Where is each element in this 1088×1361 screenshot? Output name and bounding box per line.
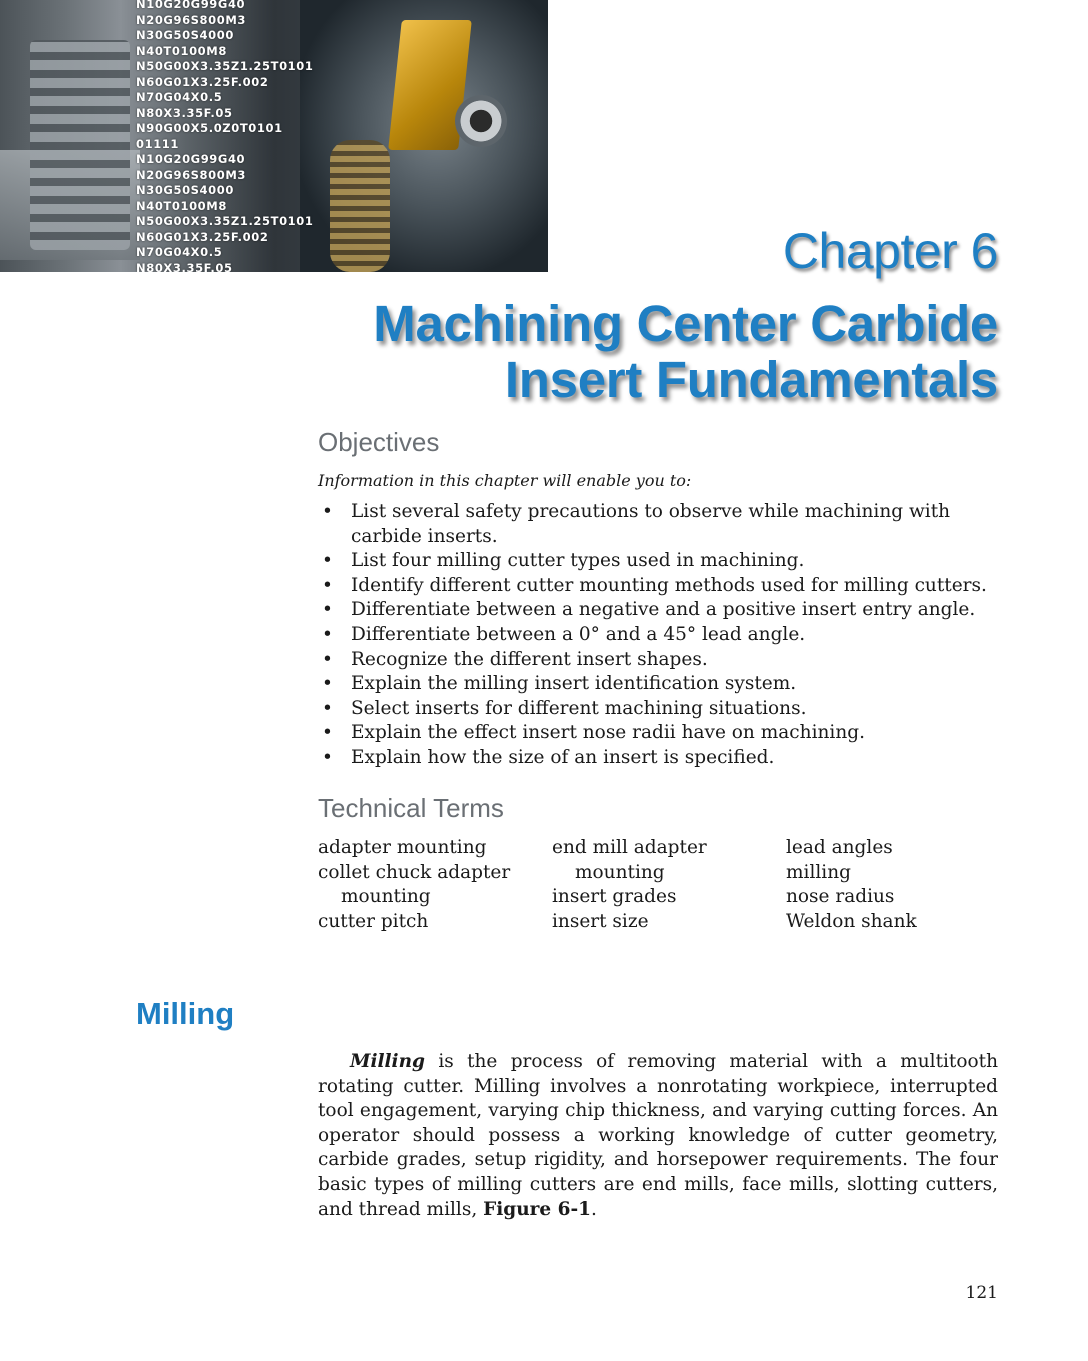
term-item: insert size — [552, 910, 649, 932]
objectives-list — [318, 500, 1008, 771]
gcode-line: N90G00X5.0Z0T0101 — [136, 121, 283, 135]
term-item: insert grades — [552, 886, 677, 908]
gcode-line: N10G20G99G40 — [136, 152, 246, 166]
page-number: 121 — [965, 1283, 998, 1303]
term-item: cutter pitch — [318, 910, 429, 932]
objective-item: • Select inserts for different machining situations. — [318, 697, 1008, 722]
gcode-line: N20G96S800M3 — [136, 12, 247, 27]
terms-column — [786, 836, 1016, 934]
objective-item: • Explain the milling insert identification system. — [318, 672, 1008, 697]
gcode-line: N70G04X0.5 — [136, 245, 223, 259]
objective-item: • Recognize the different insert shapes. — [318, 648, 1008, 673]
gcode-line: N50G00X3.35Z1.25T0101 — [136, 59, 314, 73]
gcode-line: N70G04X0.5 — [136, 90, 223, 104]
gcode-line: N20G96S800M3 — [136, 167, 247, 182]
gear-teeth-image — [30, 40, 130, 250]
gcode-line: N10G20G99G40 — [136, 0, 246, 11]
milling-paragraph — [318, 1050, 998, 1222]
term-item: collet chuck adapter — [318, 861, 511, 883]
milling-body-text: is the process of removing material with a multitooth rotating cutter. Milling involves a nonrotating workpiece, interrupted tool engagement, varying chip thickness, and varying cutting forces. An operator should possess a working knowledge of cutter geometry, carbide grades, setup rigidity, and horsepower requirements. The four basic types of milling cutters are end mills, face mills, slotting cutters, and thread mills, — [318, 1051, 998, 1220]
technical-terms-heading: Technical Terms — [318, 793, 504, 823]
term-item-continuation: mounting — [341, 886, 431, 908]
gcode-line: N80X3.35F.05 — [136, 260, 233, 272]
machining-chips-image — [330, 140, 390, 272]
objectives-heading: Objectives — [318, 427, 440, 457]
term-item-continuation: mounting — [575, 861, 665, 883]
clamp-screw-icon — [455, 95, 507, 147]
figure-reference: Figure 6-1 — [483, 1198, 592, 1220]
gcode-line: N60G01X3.25F.002 — [136, 74, 269, 89]
gcode-line: N30G50S4000 — [136, 183, 234, 197]
term-item: milling — [786, 861, 851, 883]
objective-item: • List several safety precautions to observe while machining with carbide inserts. — [318, 500, 1008, 549]
gcode-line: N60G01X3.25F.002 — [136, 229, 269, 244]
gcode-line: N40T0100M8 — [136, 198, 227, 213]
term-item: nose radius — [786, 886, 895, 908]
milling-heading: Milling — [136, 996, 235, 1031]
objective-item: • Differentiate between a 0° and a 45° lead angle. — [318, 623, 1008, 648]
gcode-line: N40T0100M8 — [136, 43, 227, 58]
term-item: end mill adapter — [552, 837, 707, 858]
chapter-title-line: Insert Fundamentals — [504, 351, 998, 408]
objective-item: • Explain how the size of an insert is specified. — [318, 746, 1008, 771]
gcode-line: N30G50S4000 — [136, 28, 234, 42]
objective-item: • List four milling cutter types used in machining. — [318, 549, 1008, 574]
milling-term: Milling — [350, 1051, 425, 1072]
terms-column — [318, 836, 548, 934]
milling-end-punct: . — [591, 1198, 597, 1220]
gcode-line: N80X3.35F.05 — [136, 105, 233, 120]
term-item: Weldon shank — [786, 910, 917, 932]
objective-item: • Identify different cutter mounting methods used for milling cutters. — [318, 574, 1008, 599]
gcode-line: 01111 — [136, 136, 180, 151]
chapter-header-photo — [0, 0, 548, 272]
term-item: lead angles — [786, 837, 893, 858]
objective-item: • Explain the effect insert nose radii have on machining. — [318, 721, 1008, 746]
chapter-title-line: Machining Center Carbide — [373, 295, 998, 352]
gcode-listing — [136, 0, 313, 272]
term-item: adapter mounting — [318, 837, 487, 858]
chapter-label: Chapter 6 — [782, 223, 998, 279]
objective-item: • Differentiate between a negative and a positive insert entry angle. — [318, 598, 1008, 623]
terms-column — [552, 836, 782, 934]
objectives-intro: Information in this chapter will enable you to: — [318, 471, 692, 490]
chapter-title — [373, 296, 998, 408]
gcode-line: N50G00X3.35Z1.25T0101 — [136, 214, 314, 228]
